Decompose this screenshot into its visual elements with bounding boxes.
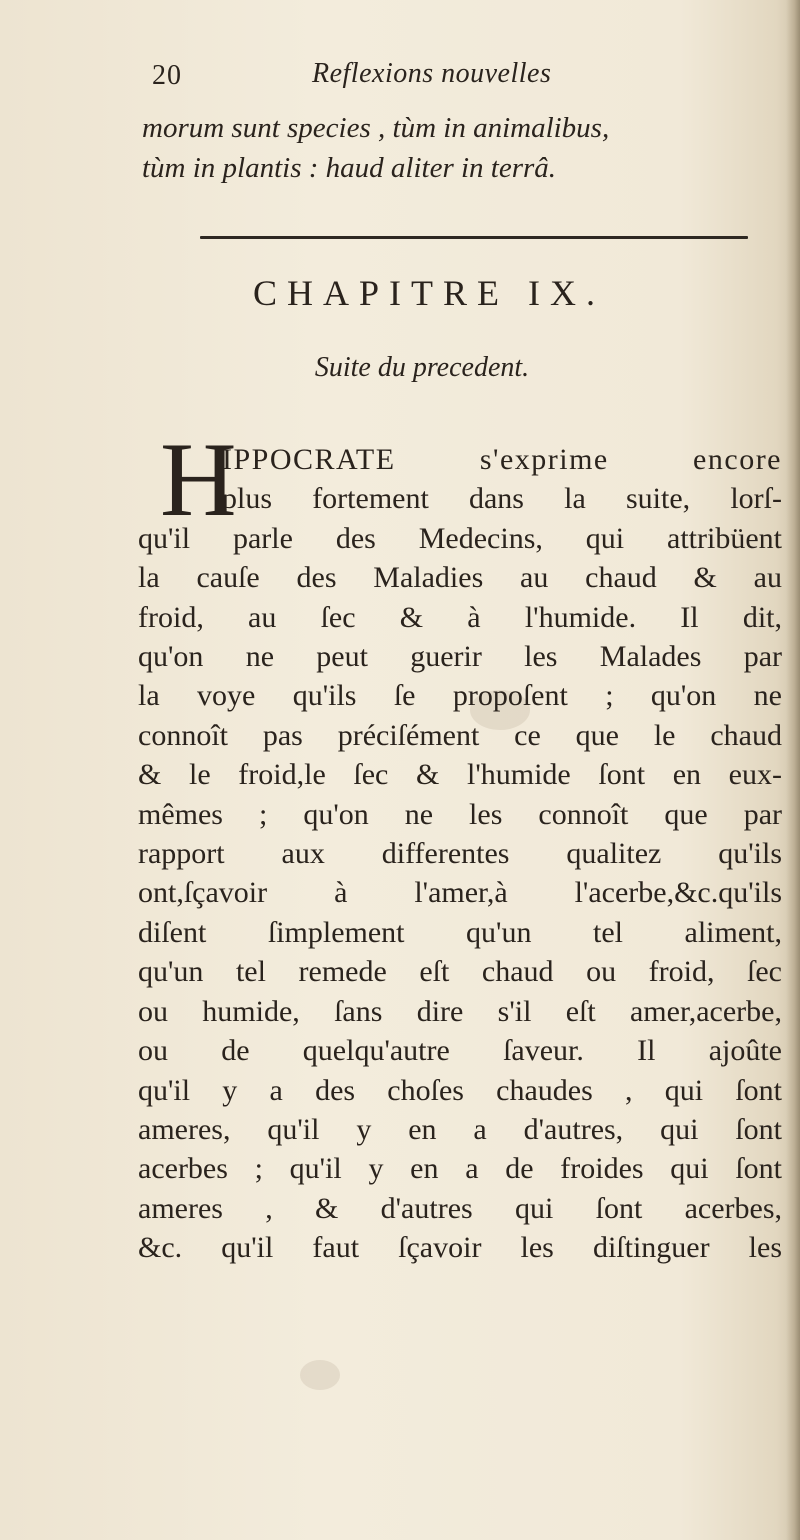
- page-number: 20: [152, 60, 182, 91]
- text-line: ou humide, ſans dire s'il eſt amer,acerbe,: [138, 994, 782, 1028]
- page-edge-shadow: [786, 0, 800, 1540]
- text-line: &c. qu'il faut ſçavoir les diſtinguer les: [138, 1231, 782, 1265]
- text-line: plus fortement dans la suite, lorſ-: [222, 482, 782, 516]
- text-line: la voye qu'ils ſe propoſent ; qu'on ne: [138, 679, 782, 713]
- text-line: froid, au ſec & à l'humide. Il dit,: [138, 600, 782, 634]
- previous-chapter-text: [142, 108, 762, 188]
- chapter-body: [138, 440, 788, 1268]
- chapter-title: CHAPITRE IX.: [253, 273, 605, 313]
- text-line: rapport aux differentes qualitez qu'ils: [138, 837, 782, 871]
- text-line: la cauſe des Maladies au chaud & au: [138, 561, 782, 595]
- text-line: acerbes ; qu'il y en a de froides qui ſont: [138, 1152, 782, 1186]
- text-line: IPPOCRATE s'exprime encore: [222, 443, 782, 476]
- text-line: ont,ſçavoir à l'amer,à l'acerbe,&c.qu'ils: [138, 876, 782, 910]
- text-line: morum sunt species , tùm in animalibus,: [142, 112, 610, 144]
- text-line: ou de quelqu'autre ſaveur. Il ajoûte: [138, 1034, 782, 1068]
- paper-stain: [300, 1360, 340, 1390]
- text-line: qu'il y a des choſes chaudes , qui ſont: [138, 1073, 782, 1107]
- text-line: ameres , & d'autres qui ſont acerbes,: [138, 1191, 782, 1225]
- text-line: & le froid,le ſec & l'humide ſont en eux-: [138, 758, 782, 792]
- text-line: ameres, qu'il y en a d'autres, qui ſont: [138, 1112, 782, 1146]
- text-line: qu'on ne peut guerir les Malades par: [138, 640, 782, 674]
- text-line: qu'un tel remede eſt chaud ou froid, ſec: [138, 955, 782, 989]
- text-line: connoît pas préciſément ce que le chaud: [138, 718, 782, 752]
- running-title: Reflexions nouvelles: [312, 58, 552, 89]
- chapter-divider-rule: [200, 236, 748, 239]
- text-line: mêmes ; qu'on ne les connoît que par: [138, 797, 782, 831]
- running-head: [140, 52, 740, 92]
- text-line: tùm in plantis : haud aliter in terrâ.: [142, 152, 557, 184]
- text-line: diſent ſimplement qu'un tel aliment,: [138, 915, 782, 949]
- chapter-subtitle: Suite du precedent.: [314, 352, 530, 383]
- drop-cap: H: [160, 421, 237, 538]
- text-line: qu'il parle des Medecins, qui attribüent: [138, 521, 782, 555]
